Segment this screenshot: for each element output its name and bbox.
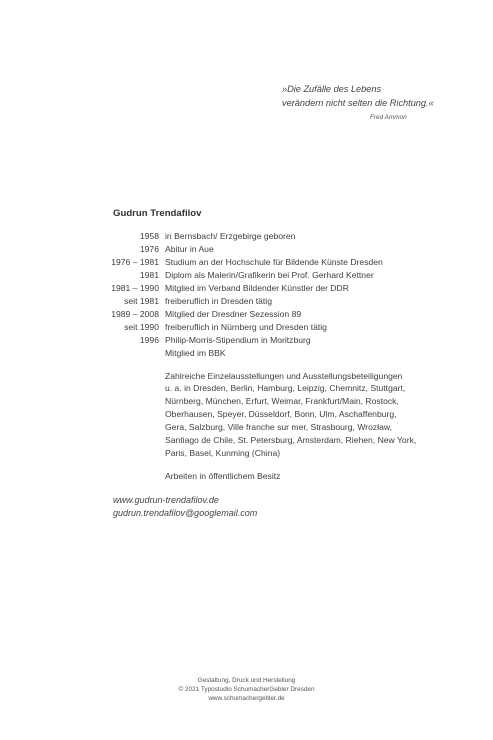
biography-text: Mitglied im Verband Bildender Künstler der DDR xyxy=(165,282,349,293)
colophon-line-1: Gestaltung, Druck und Herstellung xyxy=(197,677,296,684)
epigraph-quote xyxy=(282,83,482,122)
artist-name: Gudrun Trendafilov xyxy=(113,208,202,219)
biography-section xyxy=(103,230,433,483)
biography-year: seit 1990 xyxy=(124,321,159,332)
biography-year: 1981 – 1990 xyxy=(111,282,159,293)
exhibitions-line: Gera, Salzburg, Ville franche sur mer, Strasbourg, Wrozław, xyxy=(165,422,393,433)
contact-block xyxy=(113,494,257,520)
biography-year: 1981 xyxy=(139,269,159,280)
biography-text: freiberuflich in Dresden tätig xyxy=(165,295,272,306)
colophon xyxy=(0,676,493,704)
exhibitions-line: Nürnberg, München, Erfurt, Weimar, Frankfurt/Main, Rostock, xyxy=(165,396,399,407)
biography-text: Philip-Morris-Stipendium in Moritzburg xyxy=(165,334,311,345)
biography-row xyxy=(103,269,433,282)
biography-year: 1976 – 1981 xyxy=(111,256,159,267)
exhibitions-line: Oberhausen, Speyer, Düsseldorf, Bonn, Ulm, Aschaffenburg, xyxy=(165,409,397,420)
exhibitions-paragraph xyxy=(165,370,435,461)
biography-text: Abitur in Aue xyxy=(165,243,214,254)
exhibitions-line: Zahlreiche Einzelausstellungen und Ausstellungsbeteiligungen xyxy=(165,370,403,381)
exhibitions-line: Santiago de Chile, St. Petersburg, Amsterdam, Riehen, New York, xyxy=(165,435,417,446)
biography-year: 1989 – 2008 xyxy=(111,308,159,319)
biography-text: Studium an der Hochschule für Bildende Künste Dresden xyxy=(165,256,383,267)
biography-text: freiberuflich in Nürnberg und Dresden tätig xyxy=(165,321,327,332)
biography-year: 1958 xyxy=(139,231,159,241)
quote-author: Fred Ammon xyxy=(370,114,407,121)
biography-year: seit 1981 xyxy=(124,295,159,306)
email-link[interactable]: gudrun.trendafilov@googlemail.com xyxy=(113,508,258,518)
biography-row xyxy=(103,243,433,256)
biography-text: Diplom als Malerin/Grafikerin bei Prof. Gerhard Kettner xyxy=(165,269,374,280)
colophon-website[interactable]: www.schumachergebler.de xyxy=(208,695,285,703)
quote-line-1: »Die Zufälle des Lebens xyxy=(282,84,382,94)
biography-year xyxy=(103,347,159,360)
biography-text: Mitglied der Dresdner Sezession 89 xyxy=(165,308,302,319)
biography-row xyxy=(103,308,433,321)
biography-row xyxy=(103,347,433,360)
exhibitions-line: u. a. in Dresden, Berlin, Hamburg, Leipzig, Chemnitz, Stuttgart, xyxy=(165,383,406,394)
biography-row xyxy=(103,295,433,308)
biography-row xyxy=(103,282,433,295)
biography-row xyxy=(103,334,433,347)
website-link[interactable]: www.gudrun-trendafilov.de xyxy=(113,495,219,505)
biography-row xyxy=(103,321,433,334)
biography-year: 1996 xyxy=(139,334,159,345)
biography-year: 1976 xyxy=(139,243,159,254)
biography-list xyxy=(103,230,433,360)
colophon-line-2: © 2021 Typostudio SchumacherGebler Dresden xyxy=(178,686,315,694)
biography-row xyxy=(103,256,433,269)
quote-line-2: verändern nicht selten die Richtung.« xyxy=(282,97,434,108)
collections-note: Arbeiten in öffentlichem Besitz xyxy=(165,471,281,482)
biography-text: in Bernsbach/ Erzgebirge geboren xyxy=(165,231,296,241)
biography-text: Mitglied im BBK xyxy=(165,347,226,358)
exhibitions-line: Paris, Basel, Kunming (China) xyxy=(165,448,281,459)
biography-row xyxy=(103,230,433,243)
